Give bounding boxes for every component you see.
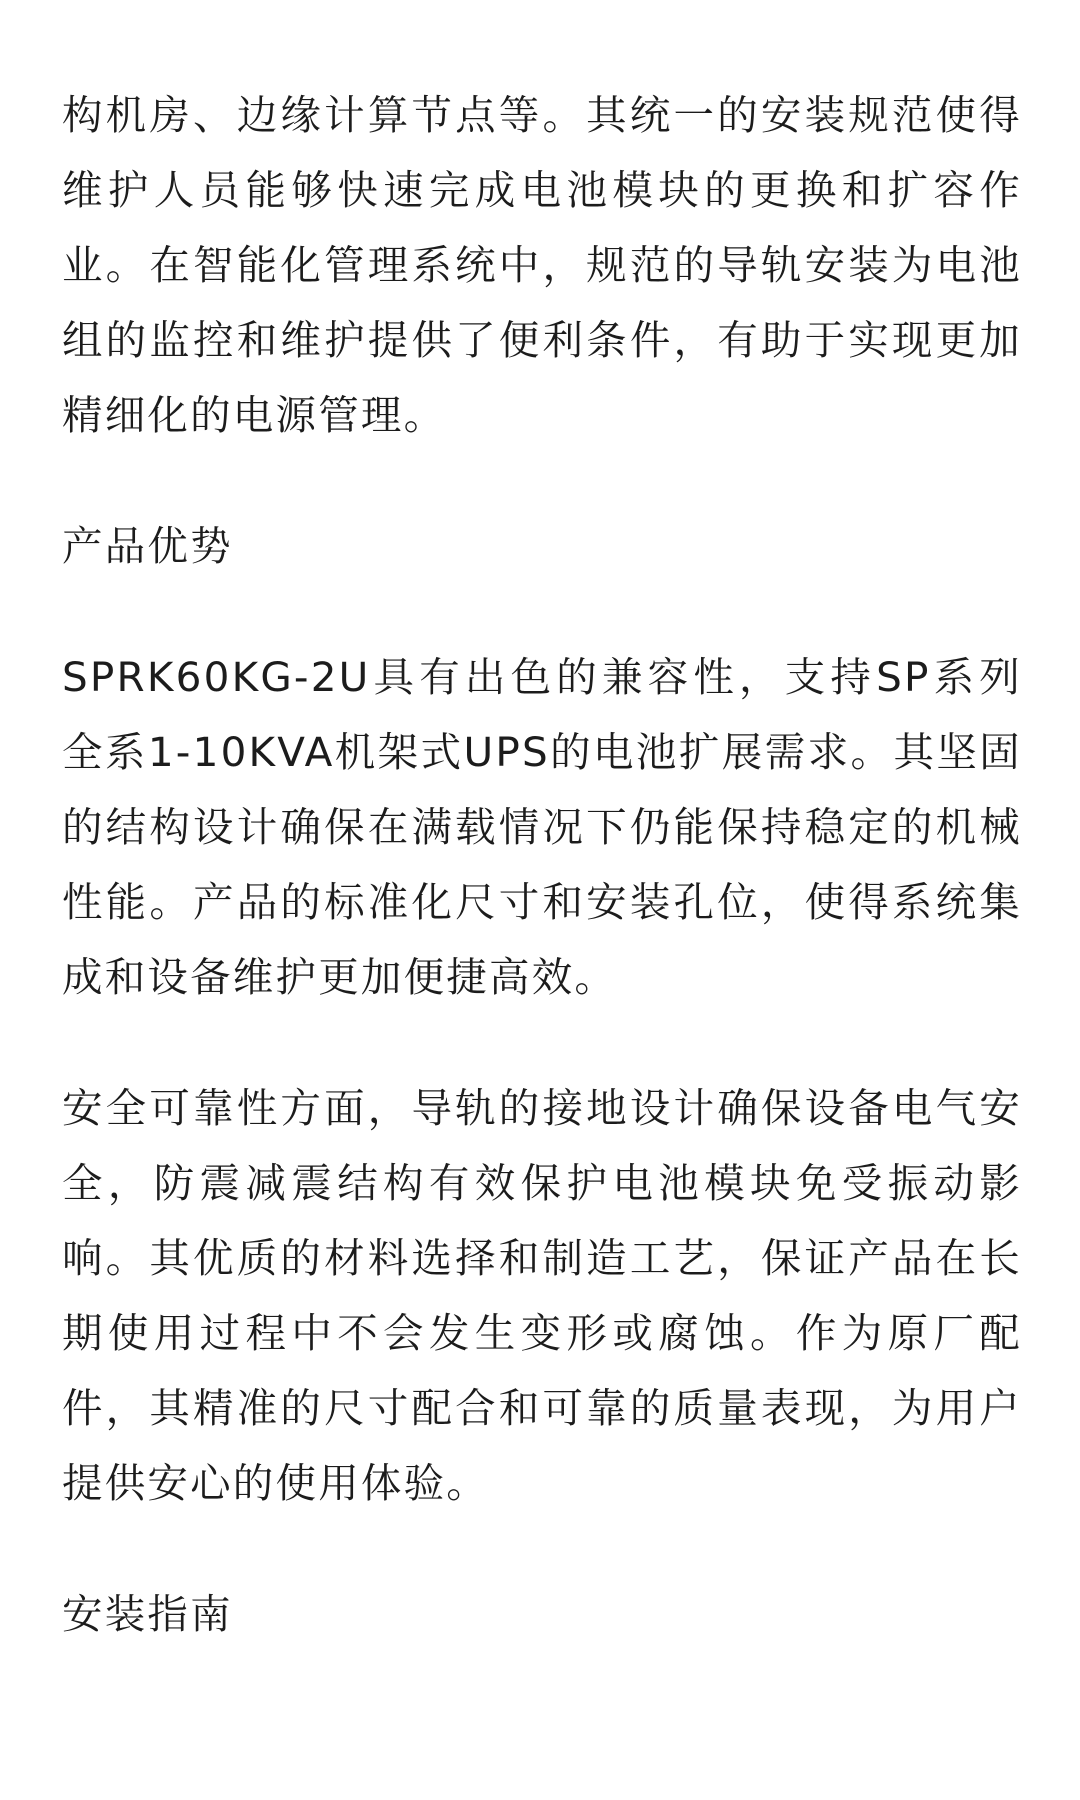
article-body <box>62 78 1022 1652</box>
paragraph-spacer <box>62 1521 1022 1577</box>
paragraph-spacer <box>62 1015 1022 1071</box>
paragraph-safety: 安全可靠性方面，导轨的接地设计确保设备电气安全，防震减震结构有效保护电池模块免受振动影响。其优质的材料选择和制造工艺，保证产品在长期使用过程中不会发生变形或腐蚀。作为原厂配件，其精准的尺寸配合和可靠的质量表现，为用户提供安心的使用体验。 <box>62 1084 1022 1507</box>
paragraph-spacer <box>62 584 1022 640</box>
paragraph-intro-continued: 构机房、边缘计算节点等。其统一的安装规范使得维护人员能够快速完成电池模块的更换和扩容作业。在智能化管理系统中，规范的导轨安装为电池组的监控和维护提供了便利条件，有助于实现更加精细化的电源管理。 <box>62 91 1022 439</box>
section-heading-installation-guide: 安装指南 <box>62 1590 233 1638</box>
paragraph-spacer <box>62 453 1022 509</box>
section-heading-product-advantages: 产品优势 <box>62 522 233 570</box>
paragraph-compatibility: SPRK60KG-2U具有出色的兼容性，支持SP系列全系1-10KVA机架式UPS的电池扩展需求。其坚固的结构设计确保在满载情况下仍能保持稳定的机械性能。产品的标准化尺寸和安装孔位，使得系统集成和设备维护更加便捷高效。 <box>62 653 1022 1001</box>
